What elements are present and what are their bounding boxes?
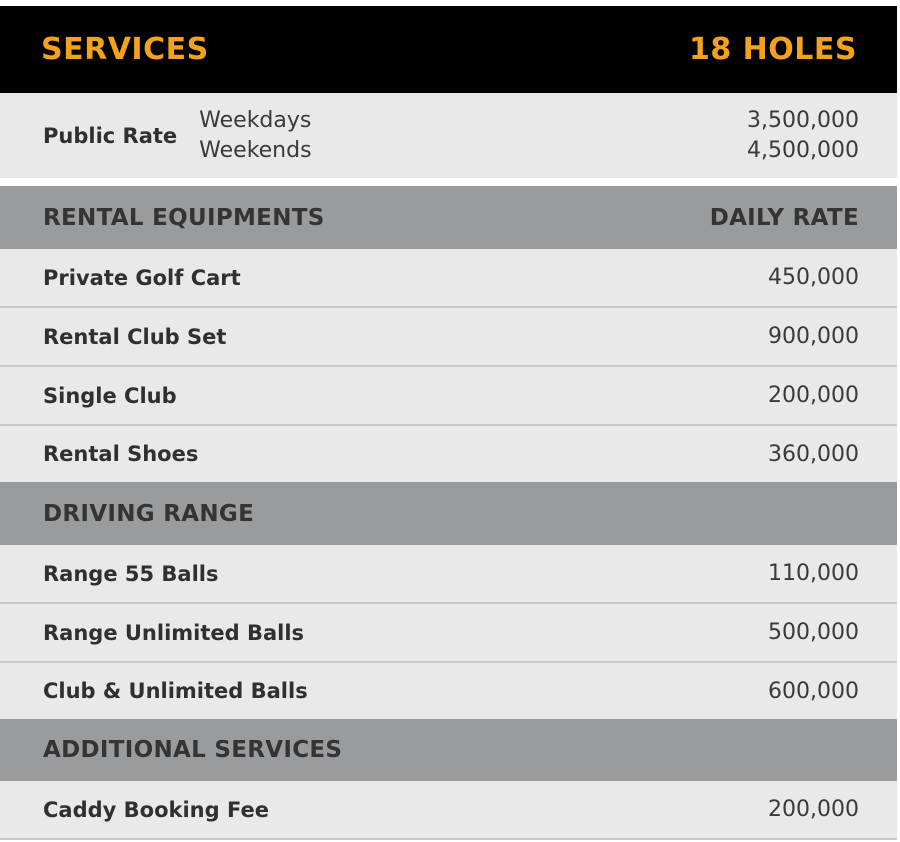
list-item (0, 781, 897, 840)
item-name: Rental Club Set (43, 324, 227, 349)
item-name: Single Club (43, 383, 177, 408)
services-header (0, 6, 897, 93)
item-price: 900,000 (768, 324, 859, 349)
additional-section-header (0, 719, 897, 781)
weekdays-label: Weekdays (199, 107, 312, 133)
list-item (0, 367, 897, 426)
item-name: Rental Shoes (43, 442, 199, 466)
weekdays-price: 3,500,000 (747, 107, 859, 133)
list-item (0, 426, 897, 482)
item-price: 500,000 (768, 620, 859, 645)
rental-section-title: RENTAL EQUIPMENTS (43, 204, 325, 231)
item-name: Range 55 Balls (43, 561, 219, 586)
public-rate-label: Public Rate (43, 123, 178, 148)
item-name: Caddy Booking Fee (43, 797, 269, 822)
holes-label: 18 HOLES (688, 32, 857, 67)
weekends-price: 4,500,000 (747, 137, 859, 163)
rental-section-header (0, 186, 897, 249)
item-price: 360,000 (768, 441, 859, 467)
services-title: SERVICES (41, 32, 209, 67)
item-name: Private Golf Cart (43, 265, 241, 290)
range-section-header (0, 482, 897, 545)
additional-section-title: ADDITIONAL SERVICES (43, 737, 343, 763)
item-name: Range Unlimited Balls (43, 620, 305, 645)
list-item (0, 663, 897, 719)
item-name: Club & Unlimited Balls (43, 679, 308, 703)
range-section-title: DRIVING RANGE (43, 500, 255, 527)
item-price: 200,000 (768, 383, 859, 408)
item-price: 600,000 (768, 678, 859, 704)
item-price: 450,000 (768, 265, 859, 290)
list-item (0, 604, 897, 663)
divider (0, 178, 900, 186)
item-price: 110,000 (768, 561, 859, 586)
list-item (0, 545, 897, 604)
list-item (0, 249, 897, 308)
public-rate-row (0, 93, 897, 178)
item-price: 200,000 (768, 797, 859, 822)
weekends-label: Weekends (199, 137, 312, 163)
daily-rate-label: DAILY RATE (709, 204, 859, 231)
list-item (0, 308, 897, 367)
